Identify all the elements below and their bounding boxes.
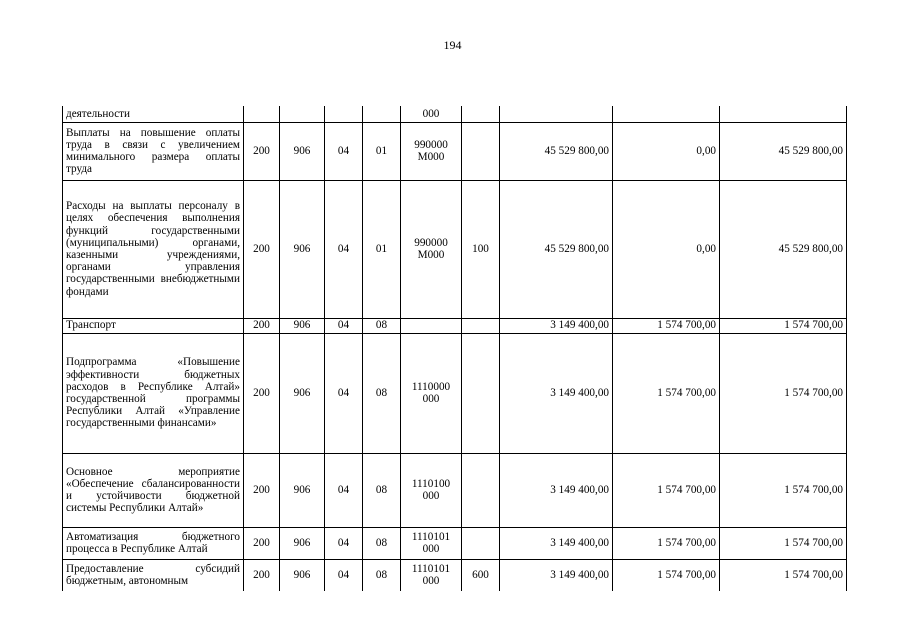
section-code-cell: 04 — [325, 527, 363, 559]
ministry-code-cell: 906 — [280, 559, 325, 591]
expense-type-cell — [462, 318, 500, 333]
amount-regional-cell: 1 574 700,00 — [720, 333, 847, 453]
amount-regional-cell: 45 529 800,00 — [720, 122, 847, 180]
target-article-cell: 000 — [401, 106, 462, 122]
subsection-code-cell: 08 — [363, 333, 401, 453]
amount-federal-cell: 1 574 700,00 — [613, 453, 720, 527]
amount-regional-cell: 1 574 700,00 — [720, 453, 847, 527]
amount-federal-cell — [613, 106, 720, 122]
expense-type-cell — [462, 333, 500, 453]
target-article-cell: 1110101 000 — [401, 527, 462, 559]
section-code-cell: 04 — [325, 559, 363, 591]
table-row — [63, 527, 847, 559]
table-row — [63, 122, 847, 180]
amount-total-cell: 3 149 400,00 — [500, 527, 613, 559]
amount-regional-cell: 1 574 700,00 — [720, 318, 847, 333]
admin-code-cell — [244, 106, 280, 122]
expense-type-cell: 600 — [462, 559, 500, 591]
target-article-cell: 1110100 000 — [401, 453, 462, 527]
admin-code-cell: 200 — [244, 559, 280, 591]
row-name-cell: Автоматизация бюджетного процесса в Республике Алтай — [63, 527, 244, 559]
amount-total-cell — [500, 106, 613, 122]
section-code-cell — [325, 106, 363, 122]
section-code-cell: 04 — [325, 453, 363, 527]
target-article-cell: 990000 М000 — [401, 180, 462, 318]
amount-total-cell: 45 529 800,00 — [500, 122, 613, 180]
admin-code-cell: 200 — [244, 318, 280, 333]
expense-type-cell — [462, 527, 500, 559]
expense-type-cell — [462, 106, 500, 122]
ministry-code-cell — [280, 106, 325, 122]
table-row — [63, 106, 847, 122]
subsection-code-cell: 08 — [363, 453, 401, 527]
section-code-cell: 04 — [325, 318, 363, 333]
amount-total-cell: 45 529 800,00 — [500, 180, 613, 318]
amount-federal-cell: 1 574 700,00 — [613, 559, 720, 591]
subsection-code-cell: 08 — [363, 527, 401, 559]
ministry-code-cell: 906 — [280, 318, 325, 333]
row-name-cell: Подпрограмма «Повышение эффективности бюджетных расходов в Республике Алтай» государственной программы Республики Алтай «Управление государственными финансами» — [63, 333, 244, 453]
section-code-cell: 04 — [325, 180, 363, 318]
table-row — [63, 453, 847, 527]
section-code-cell: 04 — [325, 122, 363, 180]
ministry-code-cell: 906 — [280, 453, 325, 527]
subsection-code-cell: 08 — [363, 559, 401, 591]
amount-federal-cell: 0,00 — [613, 180, 720, 318]
amount-federal-cell: 1 574 700,00 — [613, 318, 720, 333]
subsection-code-cell — [363, 106, 401, 122]
ministry-code-cell: 906 — [280, 122, 325, 180]
target-article-cell: 990000 М000 — [401, 122, 462, 180]
table-row — [63, 559, 847, 591]
amount-total-cell: 3 149 400,00 — [500, 453, 613, 527]
target-article-cell: 1110000 000 — [401, 333, 462, 453]
expense-type-cell — [462, 453, 500, 527]
admin-code-cell: 200 — [244, 180, 280, 318]
subsection-code-cell: 01 — [363, 122, 401, 180]
subsection-code-cell: 01 — [363, 180, 401, 318]
expense-type-cell: 100 — [462, 180, 500, 318]
admin-code-cell: 200 — [244, 527, 280, 559]
budget-table — [62, 106, 847, 591]
row-name-cell: Расходы на выплаты персоналу в целях обеспечения выполнения функций государственными (муниципальными) органами, казенными учреждениями, органами управления государственными внебюджетными фондами — [63, 180, 244, 318]
amount-total-cell: 3 149 400,00 — [500, 318, 613, 333]
row-name-cell: Предоставление субсидий бюджетным, автономным — [63, 559, 244, 591]
admin-code-cell: 200 — [244, 333, 280, 453]
admin-code-cell: 200 — [244, 453, 280, 527]
subsection-code-cell: 08 — [363, 318, 401, 333]
target-article-cell: 1110101 000 — [401, 559, 462, 591]
ministry-code-cell: 906 — [280, 527, 325, 559]
amount-federal-cell: 1 574 700,00 — [613, 333, 720, 453]
ministry-code-cell: 906 — [280, 333, 325, 453]
amount-regional-cell: 1 574 700,00 — [720, 527, 847, 559]
amount-federal-cell: 1 574 700,00 — [613, 527, 720, 559]
table-row — [63, 180, 847, 318]
page-number: 194 — [443, 38, 462, 52]
admin-code-cell: 200 — [244, 122, 280, 180]
amount-regional-cell: 1 574 700,00 — [720, 559, 847, 591]
amount-total-cell: 3 149 400,00 — [500, 559, 613, 591]
row-name-cell: Основное мероприятие «Обеспечение сбалансированности и устойчивости бюджетной системы Республики Алтай» — [63, 453, 244, 527]
amount-federal-cell: 0,00 — [613, 122, 720, 180]
table-row — [63, 333, 847, 453]
table-row — [63, 318, 847, 333]
row-name-cell: деятельности — [63, 106, 244, 122]
target-article-cell — [401, 318, 462, 333]
section-code-cell: 04 — [325, 333, 363, 453]
row-name-cell: Транспорт — [63, 318, 244, 333]
row-name-cell: Выплаты на повышение оплаты труда в связи с увеличением минимального размера оплаты труда — [63, 122, 244, 180]
ministry-code-cell: 906 — [280, 180, 325, 318]
amount-regional-cell — [720, 106, 847, 122]
expense-type-cell — [462, 122, 500, 180]
amount-regional-cell: 45 529 800,00 — [720, 180, 847, 318]
amount-total-cell: 3 149 400,00 — [500, 333, 613, 453]
